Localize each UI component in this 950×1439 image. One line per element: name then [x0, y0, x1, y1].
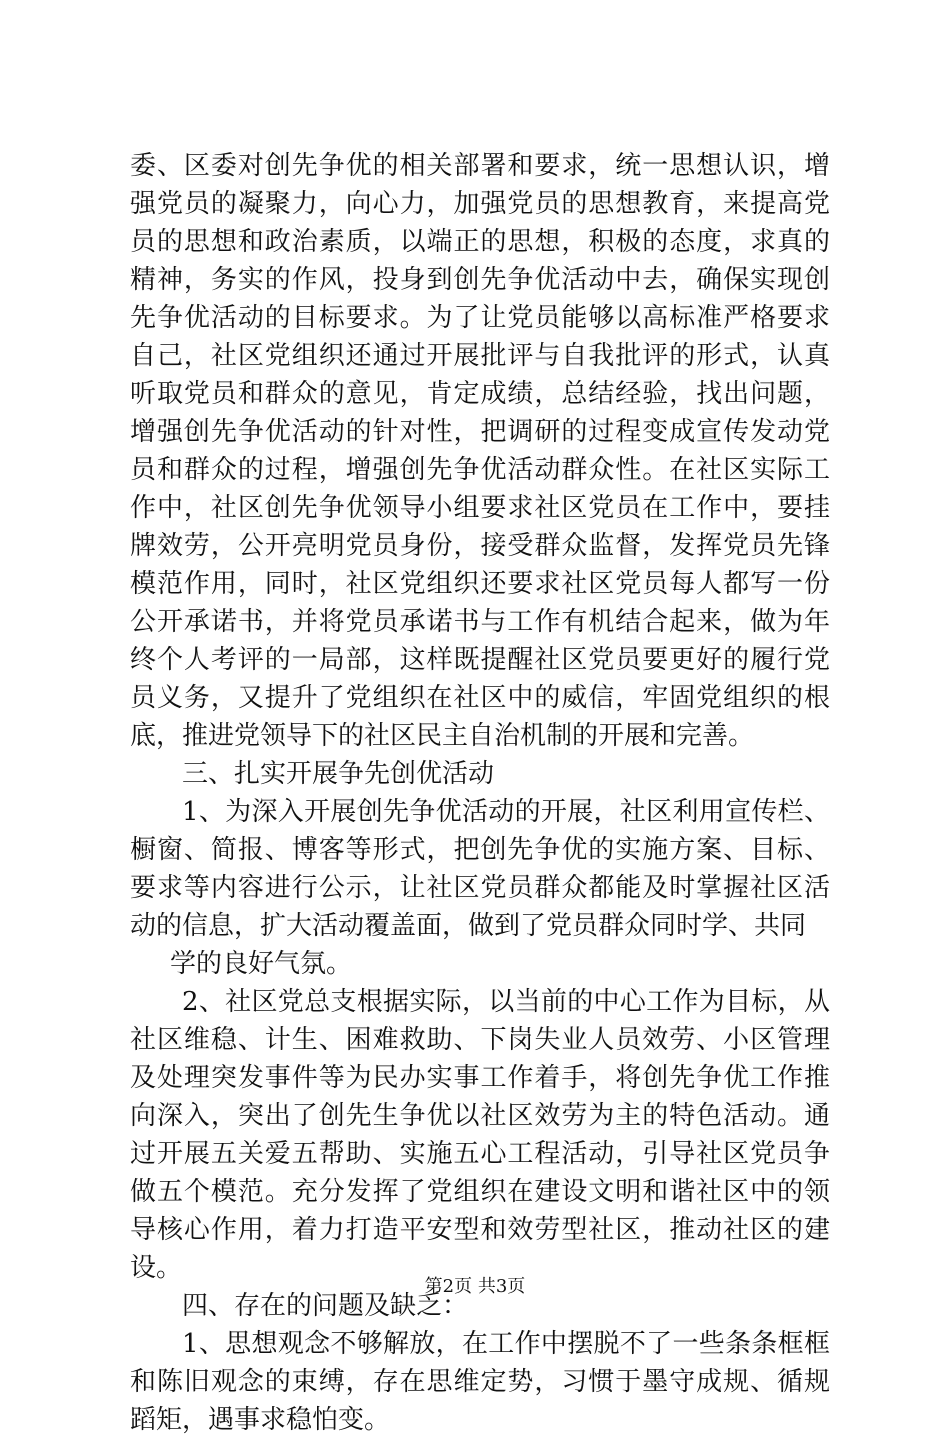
body-paragraph: 委、区委对创先争优的相关部署和要求，统一思想认识，增强党员的凝聚力，向心力，加强党员的思想教育，来提高党员的思想和政治素质，以端正的思想，积极的态度，求真的精神，务实的作风，投身到创先争优活动中去，确保实现创先争优活动的目标要求。为了让党员能够以高标准严格要求自己，社区党组织还通过开展批评与自我批评的形式，认真听取党员和群众的意见，肯定成绩，总结经验，找出问题，增强创先争优活动的针对性，把调研的过程变成宣传发动党员和群众的过程，增强创先争优活动群众性。在社区实际工作中，社区创先争优领导小组要求社区党员在工作中，要挂牌效劳，公开亮明党员身份，接受群众监督，发挥党员先锋模范作用，同时，社区党组织还要求社区党员每人都写一份公开承诺书，并将党员承诺书与工作有机结合起来，做为年终个人考评的一局部，这样既提醒社区党员要更好的履行党员义务，又提升了党组织在社区中的威信，牢固党组织的根底，推进党领导下的社区民主自治机制的开展和完善。	[130, 151, 830, 751]
section-heading: 三、扎实开展争先创优活动	[182, 759, 495, 789]
body-paragraph: 2、社区党总支根据实际，以当前的中心工作为目标，从社区维稳、计生、困难救助、下岗失业人员效劳、小区管理及处理突发事件等为民办实事工作着手，将创先争优工作推向深入，突出了创先生争优以社区效劳为主的特色活动。通过开展五关爱五帮助、实施五心工程活动，引导社区党员争做五个模范。充分发挥了党组织在建设文明和谐社区中的领导核心作用，着力打造平安型和效劳型社区，推动社区的建设。	[130, 987, 830, 1283]
body-paragraph: 1、思想观念不够解放，在工作中摆脱不了一些条条框框和陈旧观念的束缚，存在思维定势，习惯于墨守成规、循规蹈矩，遇事求稳怕变。	[130, 1329, 830, 1435]
page-number-footer: 第2页 共3页	[424, 1276, 526, 1297]
body-paragraph: 1、为深入开展创先争优活动的开展，社区利用宣传栏、橱窗、简报、博客等形式，把创先争优的实施方案、目标、要求等内容进行公示，让社区党员群众都能及时掌握社区活动的信息，扩大活动覆盖面，做到了党员群众同时学、共同	[130, 797, 830, 941]
section-heading: 四、存在的问题及缺乏：	[182, 1291, 469, 1321]
body-paragraph-continuation: 学的良好气氛。	[170, 949, 353, 979]
document-body	[130, 147, 830, 1439]
